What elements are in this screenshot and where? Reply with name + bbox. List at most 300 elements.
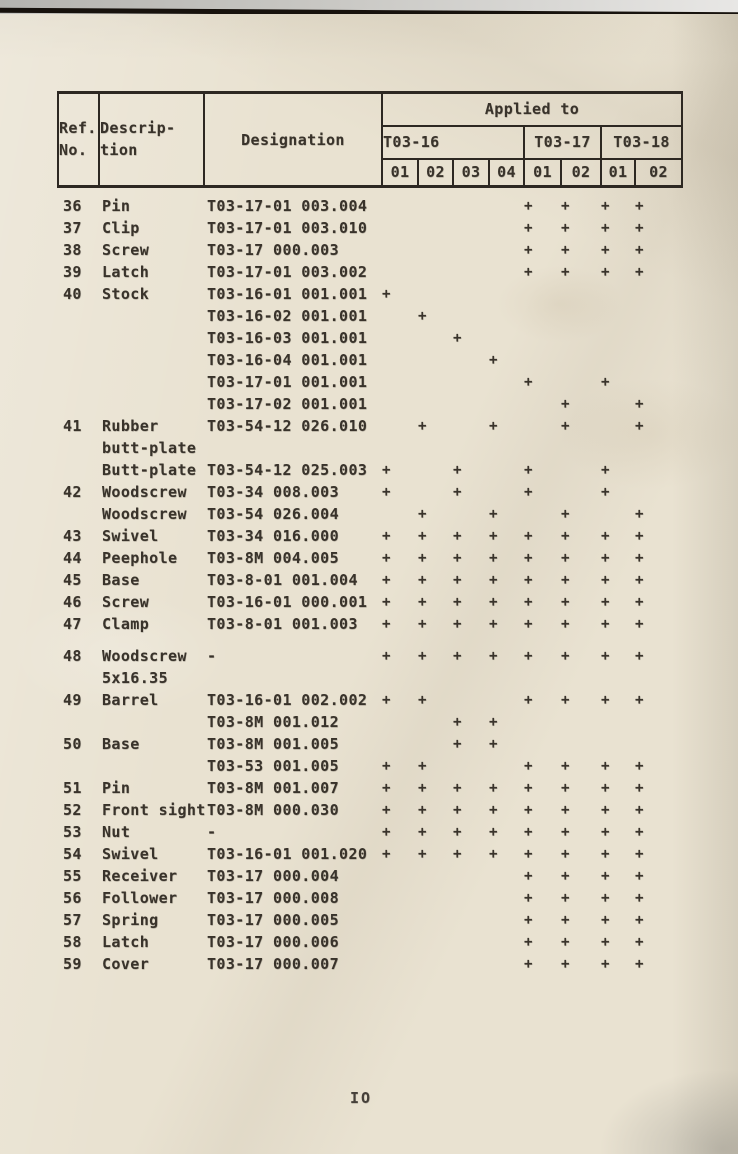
designation-cell: - (207, 646, 217, 665)
plus-mark-cell: + (601, 615, 610, 632)
plus-mark-cell: + (453, 571, 462, 588)
plus-mark-cell: + (453, 735, 462, 752)
plus-mark-cell: + (524, 549, 533, 566)
description-cell: Receiver (102, 866, 178, 885)
designation-cell: T03-16-03 001.001 (207, 328, 368, 347)
empty-mark-cell (601, 437, 635, 459)
empty-mark-cell (489, 459, 524, 481)
subcol-header: 03 (453, 159, 489, 187)
designation-cell: T03-16-01 001.001 (207, 284, 368, 303)
description-cell: Screw (102, 592, 150, 611)
plus-mark-cell: + (418, 647, 427, 664)
plus-mark-cell: + (635, 889, 644, 906)
plus-mark-cell: + (453, 779, 462, 796)
empty-mark-cell (453, 755, 489, 777)
plus-mark-cell: + (453, 461, 462, 478)
parts-table-body (58, 187, 682, 975)
ref-cell: 43 (63, 526, 82, 545)
plus-mark-cell: + (382, 615, 391, 632)
plus-mark-cell: + (382, 285, 391, 302)
description-cell: Swivel (102, 844, 159, 863)
designation-cell: T03-16-01 001.020 (207, 844, 368, 863)
empty-mark-cell (489, 865, 524, 887)
ref-header-line2: No. (59, 140, 88, 159)
ref-cell (58, 371, 99, 393)
empty-mark-cell (418, 711, 453, 733)
empty-mark-cell (382, 261, 418, 283)
plus-mark-cell: + (561, 801, 570, 818)
empty-mark-cell (601, 733, 635, 755)
designation-cell: T03-8M 001.012 (207, 712, 340, 731)
ref-cell: 55 (63, 866, 82, 885)
plus-mark-cell: + (561, 241, 570, 258)
ref-cell (58, 503, 99, 525)
empty-mark-cell (489, 667, 524, 689)
empty-mark-cell (382, 503, 418, 525)
plus-mark-cell: + (561, 845, 570, 862)
empty-mark-cell (635, 305, 682, 327)
plus-mark-cell: + (453, 549, 462, 566)
ref-cell: 51 (63, 778, 82, 797)
empty-mark-cell (382, 887, 418, 909)
ref-cell: 52 (63, 800, 82, 819)
description-cell: Rubber (102, 416, 159, 435)
empty-mark-cell (561, 305, 601, 327)
ref-cell: 50 (63, 734, 82, 753)
ref-cell (58, 305, 99, 327)
empty-mark-cell (453, 887, 489, 909)
plus-mark-cell: + (418, 307, 427, 324)
empty-mark-cell (453, 305, 489, 327)
plus-mark-cell: + (453, 801, 462, 818)
table-row (58, 305, 682, 327)
plus-mark-cell: + (635, 867, 644, 884)
table-row (58, 667, 682, 689)
empty-mark-cell (524, 283, 561, 305)
plus-mark-cell: + (561, 505, 570, 522)
description-cell (99, 711, 204, 733)
designation-cell: T03-54-12 026.010 (207, 416, 368, 435)
plus-mark-cell: + (601, 219, 610, 236)
designation-cell: T03-8-01 001.003 (207, 614, 358, 633)
description-cell: Woodscrew (102, 646, 187, 665)
description-cell: Cover (102, 954, 150, 973)
empty-mark-cell (418, 371, 453, 393)
ref-cell (58, 349, 99, 371)
empty-mark-cell (418, 459, 453, 481)
empty-mark-cell (489, 305, 524, 327)
table-row (58, 481, 682, 503)
plus-mark-cell: + (418, 691, 427, 708)
empty-mark-cell (453, 283, 489, 305)
empty-mark-cell (418, 953, 453, 975)
plus-mark-cell: + (635, 647, 644, 664)
empty-mark-cell (418, 217, 453, 239)
plus-mark-cell: + (382, 845, 391, 862)
subcol-header: 01 (524, 159, 561, 187)
plus-mark-cell: + (524, 197, 533, 214)
table-row (58, 195, 682, 217)
plus-mark-cell: + (635, 691, 644, 708)
empty-mark-cell (561, 481, 601, 503)
plus-mark-cell: + (601, 955, 610, 972)
plus-mark-cell: + (601, 527, 610, 544)
plus-mark-cell: + (561, 647, 570, 664)
table-row (58, 799, 682, 821)
description-cell (99, 327, 204, 349)
plus-mark-cell: + (418, 615, 427, 632)
empty-mark-cell (561, 437, 601, 459)
table-row (58, 547, 682, 569)
plus-mark-cell: + (561, 219, 570, 236)
table-row (58, 953, 682, 975)
designation-cell (204, 667, 382, 689)
plus-mark-cell: + (489, 505, 498, 522)
empty-mark-cell (382, 393, 418, 415)
empty-mark-cell (524, 503, 561, 525)
plus-mark-cell: + (382, 571, 391, 588)
empty-mark-cell (453, 689, 489, 711)
empty-mark-cell (489, 393, 524, 415)
empty-mark-cell (489, 327, 524, 349)
table-row (58, 327, 682, 349)
table-row (58, 217, 682, 239)
table-row (58, 393, 682, 415)
empty-mark-cell (561, 459, 601, 481)
description-cell: butt-plate (102, 438, 197, 457)
plus-mark-cell: + (489, 417, 498, 434)
table-row (58, 931, 682, 953)
plus-mark-cell: + (561, 615, 570, 632)
description-cell: Peephole (102, 548, 178, 567)
designation-cell: T03-34 008.003 (207, 482, 340, 501)
empty-mark-cell (453, 667, 489, 689)
empty-mark-cell (418, 481, 453, 503)
empty-mark-cell (382, 349, 418, 371)
empty-mark-cell (453, 349, 489, 371)
plus-mark-cell: + (635, 219, 644, 236)
plus-mark-cell: + (561, 527, 570, 544)
plus-mark-cell: + (635, 845, 644, 862)
ref-cell: 54 (63, 844, 82, 863)
description-cell: Base (102, 570, 140, 589)
empty-mark-cell (635, 371, 682, 393)
empty-mark-cell (489, 909, 524, 931)
group-header-t03-18: T03-18 (601, 126, 682, 159)
empty-mark-cell (561, 733, 601, 755)
empty-mark-cell (489, 887, 524, 909)
ref-cell (58, 437, 99, 459)
empty-mark-cell (524, 667, 561, 689)
empty-mark-cell (418, 865, 453, 887)
empty-mark-cell (524, 711, 561, 733)
plus-mark-cell: + (601, 241, 610, 258)
empty-mark-cell (382, 305, 418, 327)
empty-mark-cell (418, 239, 453, 261)
designation-cell: T03-54 026.004 (207, 504, 340, 523)
plus-mark-cell: + (561, 395, 570, 412)
designation-cell: T03-17 000.006 (207, 932, 340, 951)
plus-mark-cell: + (453, 483, 462, 500)
empty-mark-cell (635, 349, 682, 371)
plus-mark-cell: + (524, 219, 533, 236)
plus-mark-cell: + (524, 527, 533, 544)
subcol-header: 01 (601, 159, 635, 187)
ref-cell: 37 (63, 218, 82, 237)
table-row (58, 909, 682, 931)
plus-mark-cell: + (601, 461, 610, 478)
ref-cell: 41 (63, 416, 82, 435)
plus-mark-cell: + (635, 779, 644, 796)
plus-mark-cell: + (561, 593, 570, 610)
plus-mark-cell: + (524, 801, 533, 818)
plus-mark-cell: + (524, 911, 533, 928)
plus-mark-cell: + (418, 757, 427, 774)
empty-mark-cell (453, 437, 489, 459)
empty-mark-cell (453, 503, 489, 525)
group-header-t03-17: T03-17 (524, 126, 601, 159)
empty-mark-cell (561, 349, 601, 371)
plus-mark-cell: + (561, 955, 570, 972)
description-cell: Clamp (102, 614, 150, 633)
plus-mark-cell: + (635, 197, 644, 214)
empty-mark-cell (601, 503, 635, 525)
ref-cell: 44 (63, 548, 82, 567)
plus-mark-cell: + (635, 801, 644, 818)
empty-mark-cell (601, 349, 635, 371)
subcol-header: 02 (418, 159, 453, 187)
table-row (58, 591, 682, 613)
plus-mark-cell: + (453, 615, 462, 632)
plus-mark-cell: + (601, 801, 610, 818)
plus-mark-cell: + (418, 571, 427, 588)
plus-mark-cell: + (489, 647, 498, 664)
description-cell: Screw (102, 240, 150, 259)
plus-mark-cell: + (382, 549, 391, 566)
plus-mark-cell: + (418, 801, 427, 818)
description-cell: Woodscrew (102, 482, 187, 501)
empty-mark-cell (453, 415, 489, 437)
table-row (58, 525, 682, 547)
empty-mark-cell (489, 371, 524, 393)
designation-cell: T03-17 000.005 (207, 910, 340, 929)
empty-mark-cell (524, 349, 561, 371)
designation-cell: T03-8-01 001.004 (207, 570, 358, 589)
description-cell: Butt-plate (102, 460, 197, 479)
plus-mark-cell: + (635, 911, 644, 928)
empty-mark-cell (601, 283, 635, 305)
empty-mark-cell (453, 195, 489, 217)
empty-mark-cell (382, 711, 418, 733)
empty-mark-cell (524, 437, 561, 459)
plus-mark-cell: + (561, 779, 570, 796)
ref-cell: 45 (63, 570, 82, 589)
ref-cell (58, 393, 99, 415)
empty-mark-cell (601, 415, 635, 437)
empty-mark-cell (418, 909, 453, 931)
empty-mark-cell (601, 327, 635, 349)
plus-mark-cell: + (524, 845, 533, 862)
empty-mark-cell (635, 667, 682, 689)
plus-mark-cell: + (524, 373, 533, 390)
plus-mark-cell: + (382, 823, 391, 840)
empty-mark-cell (524, 305, 561, 327)
empty-mark-cell (635, 327, 682, 349)
ref-cell: 36 (63, 196, 82, 215)
designation-cell: T03-8M 001.005 (207, 734, 340, 753)
ref-no-header (58, 93, 99, 187)
table-row (58, 755, 682, 777)
plus-mark-cell: + (453, 329, 462, 346)
table-row (58, 733, 682, 755)
table-row (58, 613, 682, 635)
plus-mark-cell: + (524, 757, 533, 774)
plus-mark-cell: + (601, 911, 610, 928)
table-row (58, 711, 682, 733)
plus-mark-cell: + (418, 779, 427, 796)
empty-mark-cell (382, 931, 418, 953)
table-row (58, 887, 682, 909)
table-row (58, 503, 682, 525)
parts-applicability-table (57, 91, 683, 975)
designation-cell: T03-34 016.000 (207, 526, 340, 545)
plus-mark-cell: + (382, 527, 391, 544)
empty-mark-cell (418, 887, 453, 909)
description-cell: Pin (102, 778, 131, 797)
description-cell: Pin (102, 196, 131, 215)
plus-mark-cell: + (489, 615, 498, 632)
plus-mark-cell: + (524, 461, 533, 478)
table-row (58, 821, 682, 843)
description-header-line2: tion (100, 140, 138, 159)
empty-mark-cell (382, 733, 418, 755)
description-cell: Stock (102, 284, 150, 303)
empty-mark-cell (382, 327, 418, 349)
plus-mark-cell: + (561, 691, 570, 708)
ref-cell (58, 459, 99, 481)
plus-mark-cell: + (601, 571, 610, 588)
plus-mark-cell: + (524, 889, 533, 906)
plus-mark-cell: + (382, 647, 391, 664)
empty-mark-cell (382, 909, 418, 931)
plus-mark-cell: + (382, 779, 391, 796)
empty-mark-cell (489, 239, 524, 261)
plus-mark-cell: + (601, 779, 610, 796)
ref-cell: 57 (63, 910, 82, 929)
plus-mark-cell: + (489, 527, 498, 544)
plus-mark-cell: + (418, 823, 427, 840)
description-cell (99, 371, 204, 393)
empty-mark-cell (601, 711, 635, 733)
plus-mark-cell: + (524, 779, 533, 796)
plus-mark-cell: + (601, 757, 610, 774)
plus-mark-cell: + (524, 241, 533, 258)
empty-mark-cell (382, 865, 418, 887)
plus-mark-cell: + (524, 593, 533, 610)
empty-mark-cell (489, 689, 524, 711)
plus-mark-cell: + (382, 691, 391, 708)
plus-mark-cell: + (635, 955, 644, 972)
plus-mark-cell: + (635, 505, 644, 522)
ref-cell: 48 (63, 646, 82, 665)
ref-cell: 53 (63, 822, 82, 841)
subcol-header: 04 (489, 159, 524, 187)
plus-mark-cell: + (561, 263, 570, 280)
empty-mark-cell (382, 195, 418, 217)
plus-mark-cell: + (489, 571, 498, 588)
table-row (58, 239, 682, 261)
empty-mark-cell (418, 437, 453, 459)
empty-mark-cell (489, 481, 524, 503)
plus-mark-cell: + (561, 757, 570, 774)
plus-mark-cell: + (601, 889, 610, 906)
plus-mark-cell: + (561, 549, 570, 566)
designation-cell: T03-17-02 001.001 (207, 394, 368, 413)
plus-mark-cell: + (635, 593, 644, 610)
plus-mark-cell: + (601, 483, 610, 500)
empty-mark-cell (489, 931, 524, 953)
designation-cell: T03-17-01 003.002 (207, 262, 368, 281)
page-number: IO (350, 1089, 373, 1107)
ref-cell: 42 (63, 482, 82, 501)
empty-mark-cell (489, 755, 524, 777)
plus-mark-cell: + (418, 549, 427, 566)
empty-mark-cell (418, 195, 453, 217)
plus-mark-cell: + (635, 549, 644, 566)
empty-mark-cell (489, 217, 524, 239)
description-header (99, 93, 204, 187)
table-row (58, 777, 682, 799)
plus-mark-cell: + (561, 867, 570, 884)
plus-mark-cell: + (635, 757, 644, 774)
plus-mark-cell: + (635, 241, 644, 258)
designation-cell: T03-17 000.004 (207, 866, 340, 885)
designation-cell: T03-17 000.007 (207, 954, 340, 973)
empty-mark-cell (453, 261, 489, 283)
plus-mark-cell: + (561, 197, 570, 214)
empty-mark-cell (561, 327, 601, 349)
description-cell: 5x16.35 (102, 668, 169, 687)
plus-mark-cell: + (489, 779, 498, 796)
designation-cell: T03-17-01 003.010 (207, 218, 368, 237)
plus-mark-cell: + (601, 373, 610, 390)
empty-mark-cell (382, 239, 418, 261)
ref-header-line1: Ref. (59, 118, 97, 137)
plus-mark-cell: + (635, 417, 644, 434)
spacer-row (58, 187, 682, 195)
plus-mark-cell: + (601, 197, 610, 214)
plus-mark-cell: + (601, 933, 610, 950)
designation-cell: T03-53 001.005 (207, 756, 340, 775)
designation-cell: T03-8M 001.007 (207, 778, 340, 797)
ref-cell (58, 667, 99, 689)
plus-mark-cell: + (382, 593, 391, 610)
table-row (58, 865, 682, 887)
empty-mark-cell (489, 283, 524, 305)
plus-mark-cell: + (601, 845, 610, 862)
designation-cell: T03-8M 000.030 (207, 800, 340, 819)
ref-cell: 47 (63, 614, 82, 633)
empty-mark-cell (489, 953, 524, 975)
designation-cell: T03-17-01 003.004 (207, 196, 368, 215)
empty-mark-cell (382, 667, 418, 689)
group-header-t03-16: T03-16 (382, 126, 524, 159)
description-cell: Woodscrew (102, 504, 187, 523)
empty-mark-cell (561, 283, 601, 305)
plus-mark-cell: + (561, 933, 570, 950)
empty-mark-cell (418, 393, 453, 415)
plus-mark-cell: + (635, 395, 644, 412)
